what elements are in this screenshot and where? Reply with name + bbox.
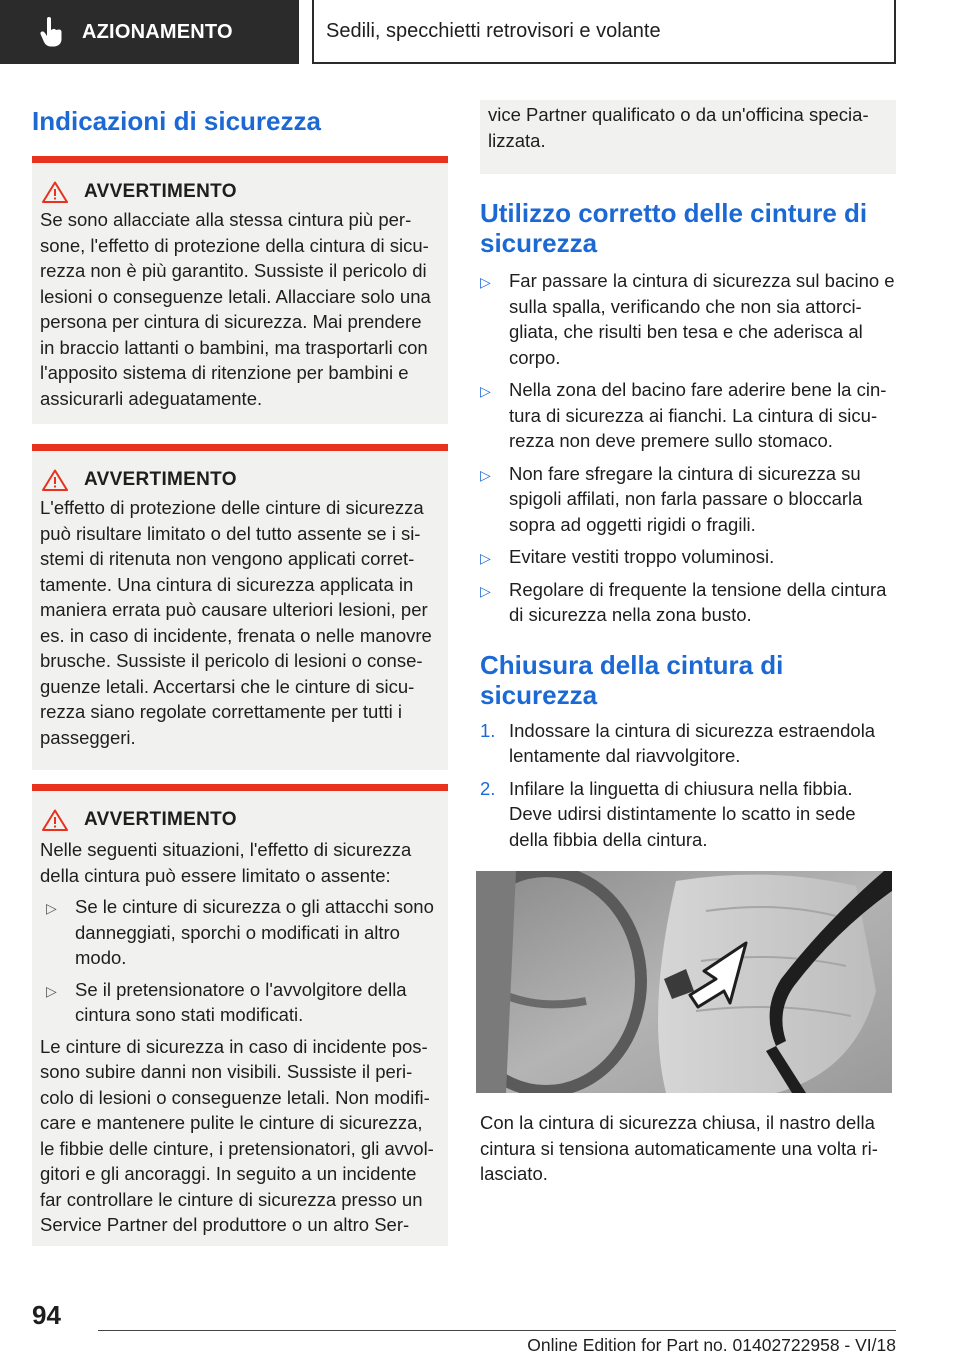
section-tab-label: AZIONAMENTO bbox=[82, 20, 233, 43]
warning-triangle-icon bbox=[42, 809, 68, 831]
right-column bbox=[480, 100, 896, 1187]
step-number: 2. bbox=[480, 777, 496, 799]
warning-label: AVVERTIMENTO bbox=[84, 469, 237, 490]
triangle-bullet-icon: ▷ bbox=[480, 582, 491, 599]
warning-box-3 bbox=[32, 784, 448, 1246]
warning-header bbox=[32, 163, 448, 207]
list-item bbox=[40, 977, 440, 1028]
step-text: Infilare la linguetta di chiusura nella fibbia. Deve udirsi distintamente lo scatto in sede della fibbia della cintura. bbox=[509, 777, 856, 850]
warning-continuation: vice Partner qualificato o da un'officina specia- lizzata. bbox=[480, 100, 896, 174]
warning-header bbox=[32, 451, 448, 495]
step-number: 1. bbox=[480, 719, 496, 741]
step-item bbox=[480, 718, 896, 769]
chapter-title: Sedili, specchietti retrovisori e volante bbox=[326, 19, 661, 42]
warning-text: Le cinture di sicurezza in caso di incidente pos- sono subire danni non visibili. Sussiste il peri- colo di lesioni o conseguenze letali. Non modifi- care e mantenere pulite le cinture di sicurezza, le fibbie delle cinture, i pretensionatori, gli avvol- gitori e gli ancoraggi. In seguito a un incidente far controllare le cinture di sicurezza presso un Service Partner del produttore o un altro Ser- bbox=[40, 1035, 434, 1235]
warning-intro: Nelle seguenti situazioni, l'effetto di sicurezza della cintura può essere limitato o assente: bbox=[40, 839, 412, 886]
footer-edition: Online Edition for Part no. 01402722958 - VI/18 bbox=[527, 1335, 896, 1355]
triangle-bullet-icon: ▷ bbox=[480, 550, 491, 566]
triangle-bullet-icon: ▷ bbox=[480, 466, 491, 483]
list-item bbox=[40, 894, 440, 971]
section-title-safety: Indicazioni di sicurezza bbox=[32, 106, 321, 136]
warning-box-1 bbox=[32, 156, 448, 424]
section-tab bbox=[0, 0, 299, 64]
footer-divider bbox=[98, 1330, 896, 1331]
seat-belt-photo bbox=[476, 871, 892, 1093]
step-text: Indossare la cintura di sicurezza estraendola lentamente dal riavvolgitore. bbox=[509, 719, 876, 766]
warning-box-2 bbox=[32, 444, 448, 770]
chapter-header bbox=[312, 0, 896, 64]
warning-triangle-icon bbox=[42, 469, 68, 491]
list-item-text: Nella zona del bacino fare aderire bene la cin- tura di sicurezza ai fianchi. La cintura di sicu- rezza non deve premere sullo stomaco. bbox=[509, 379, 887, 451]
warning-triangle-icon bbox=[42, 181, 68, 203]
after-closing-text: Con la cintura di sicurezza chiusa, il nastro della cintura si tensiona automaticamente una volta ri- lasciato. bbox=[480, 1112, 878, 1184]
list-item-text: Evitare vestiti troppo voluminosi. bbox=[509, 546, 775, 567]
list-item bbox=[480, 544, 896, 570]
warning-bar bbox=[32, 784, 448, 791]
list-item-text: Se le cinture di sicurezza o gli attacchi sono danneggiati, sporchi o modificati in altro modo. bbox=[75, 896, 434, 968]
warning-bullet-list bbox=[40, 894, 440, 1028]
list-item bbox=[480, 461, 896, 538]
list-item-text: Se il pretensionatore o l'avvolgitore della cintura sono stati modificati. bbox=[75, 978, 407, 1025]
left-column bbox=[32, 96, 448, 1246]
page-number: 94 bbox=[32, 1300, 61, 1330]
list-item-text: Non fare sfregare la cintura di sicurezza su spigoli affilati, non farla passare o bloccarla sopra ad oggetti rigidi o fragili. bbox=[509, 462, 863, 535]
hand-pointer-icon bbox=[40, 17, 62, 47]
warning-bar bbox=[32, 444, 448, 451]
warning-text: Se sono allacciate alla stessa cintura più per- sone, l'effetto di protezione della cintura di sicu- rezza non è più garantito. Sussiste il pericolo di lesioni o conseguenze letali. Allacciare solo una persona per cintura di sicurezza. Mai prendere in braccio lattanti o bambini, ma trasportarli con l'apposito sistema di ritenzione per bambini e assicurarli adeguatamente. bbox=[40, 209, 431, 409]
warning-text: L'effetto di protezione delle cinture di sicurezza può risultare limitato o del tutto assente se i si- stemi di ritenuta non vengono applicati corret- tamente. Una cintura di sicurezza applicata in maniera errata può causare ulteriori lesioni, per es. in caso di incidente, frenata o nelle manovre brusche. Sussiste il pericolo di lesioni o conse- guenze letali. Accertarsi che le cinture di sicu- rezza siano regolate correttamente per tutti i passeggeri. bbox=[40, 497, 432, 748]
closing-steps bbox=[480, 718, 896, 853]
list-item bbox=[480, 377, 896, 454]
warning-label: AVVERTIMENTO bbox=[84, 809, 237, 830]
warning-header bbox=[32, 791, 448, 835]
section-title-usage: Utilizzo corretto delle cinture di sicurezza bbox=[480, 198, 868, 258]
list-item-text: Far passare la cintura di sicurezza sul bacino e sulla spalla, verificando che non sia attorci- gliata, che risulti ben tesa e che aderisca al corpo. bbox=[509, 270, 895, 368]
warning-bar bbox=[32, 156, 448, 163]
list-item bbox=[480, 577, 896, 628]
list-item-text: Regolare di frequente la tensione della cintura di sicurezza nella zona busto. bbox=[509, 578, 887, 625]
warning-body bbox=[32, 837, 448, 1238]
warning-label: AVVERTIMENTO bbox=[84, 181, 237, 202]
step-item bbox=[480, 776, 896, 853]
list-item bbox=[480, 268, 896, 370]
triangle-bullet-icon: ▷ bbox=[46, 982, 57, 999]
section-title-closing: Chiusura della cintura di sicurezza bbox=[480, 649, 784, 710]
usage-list bbox=[480, 268, 896, 628]
triangle-bullet-icon: ▷ bbox=[480, 274, 491, 290]
triangle-bullet-icon: ▷ bbox=[46, 900, 57, 916]
triangle-bullet-icon: ▷ bbox=[480, 383, 491, 399]
